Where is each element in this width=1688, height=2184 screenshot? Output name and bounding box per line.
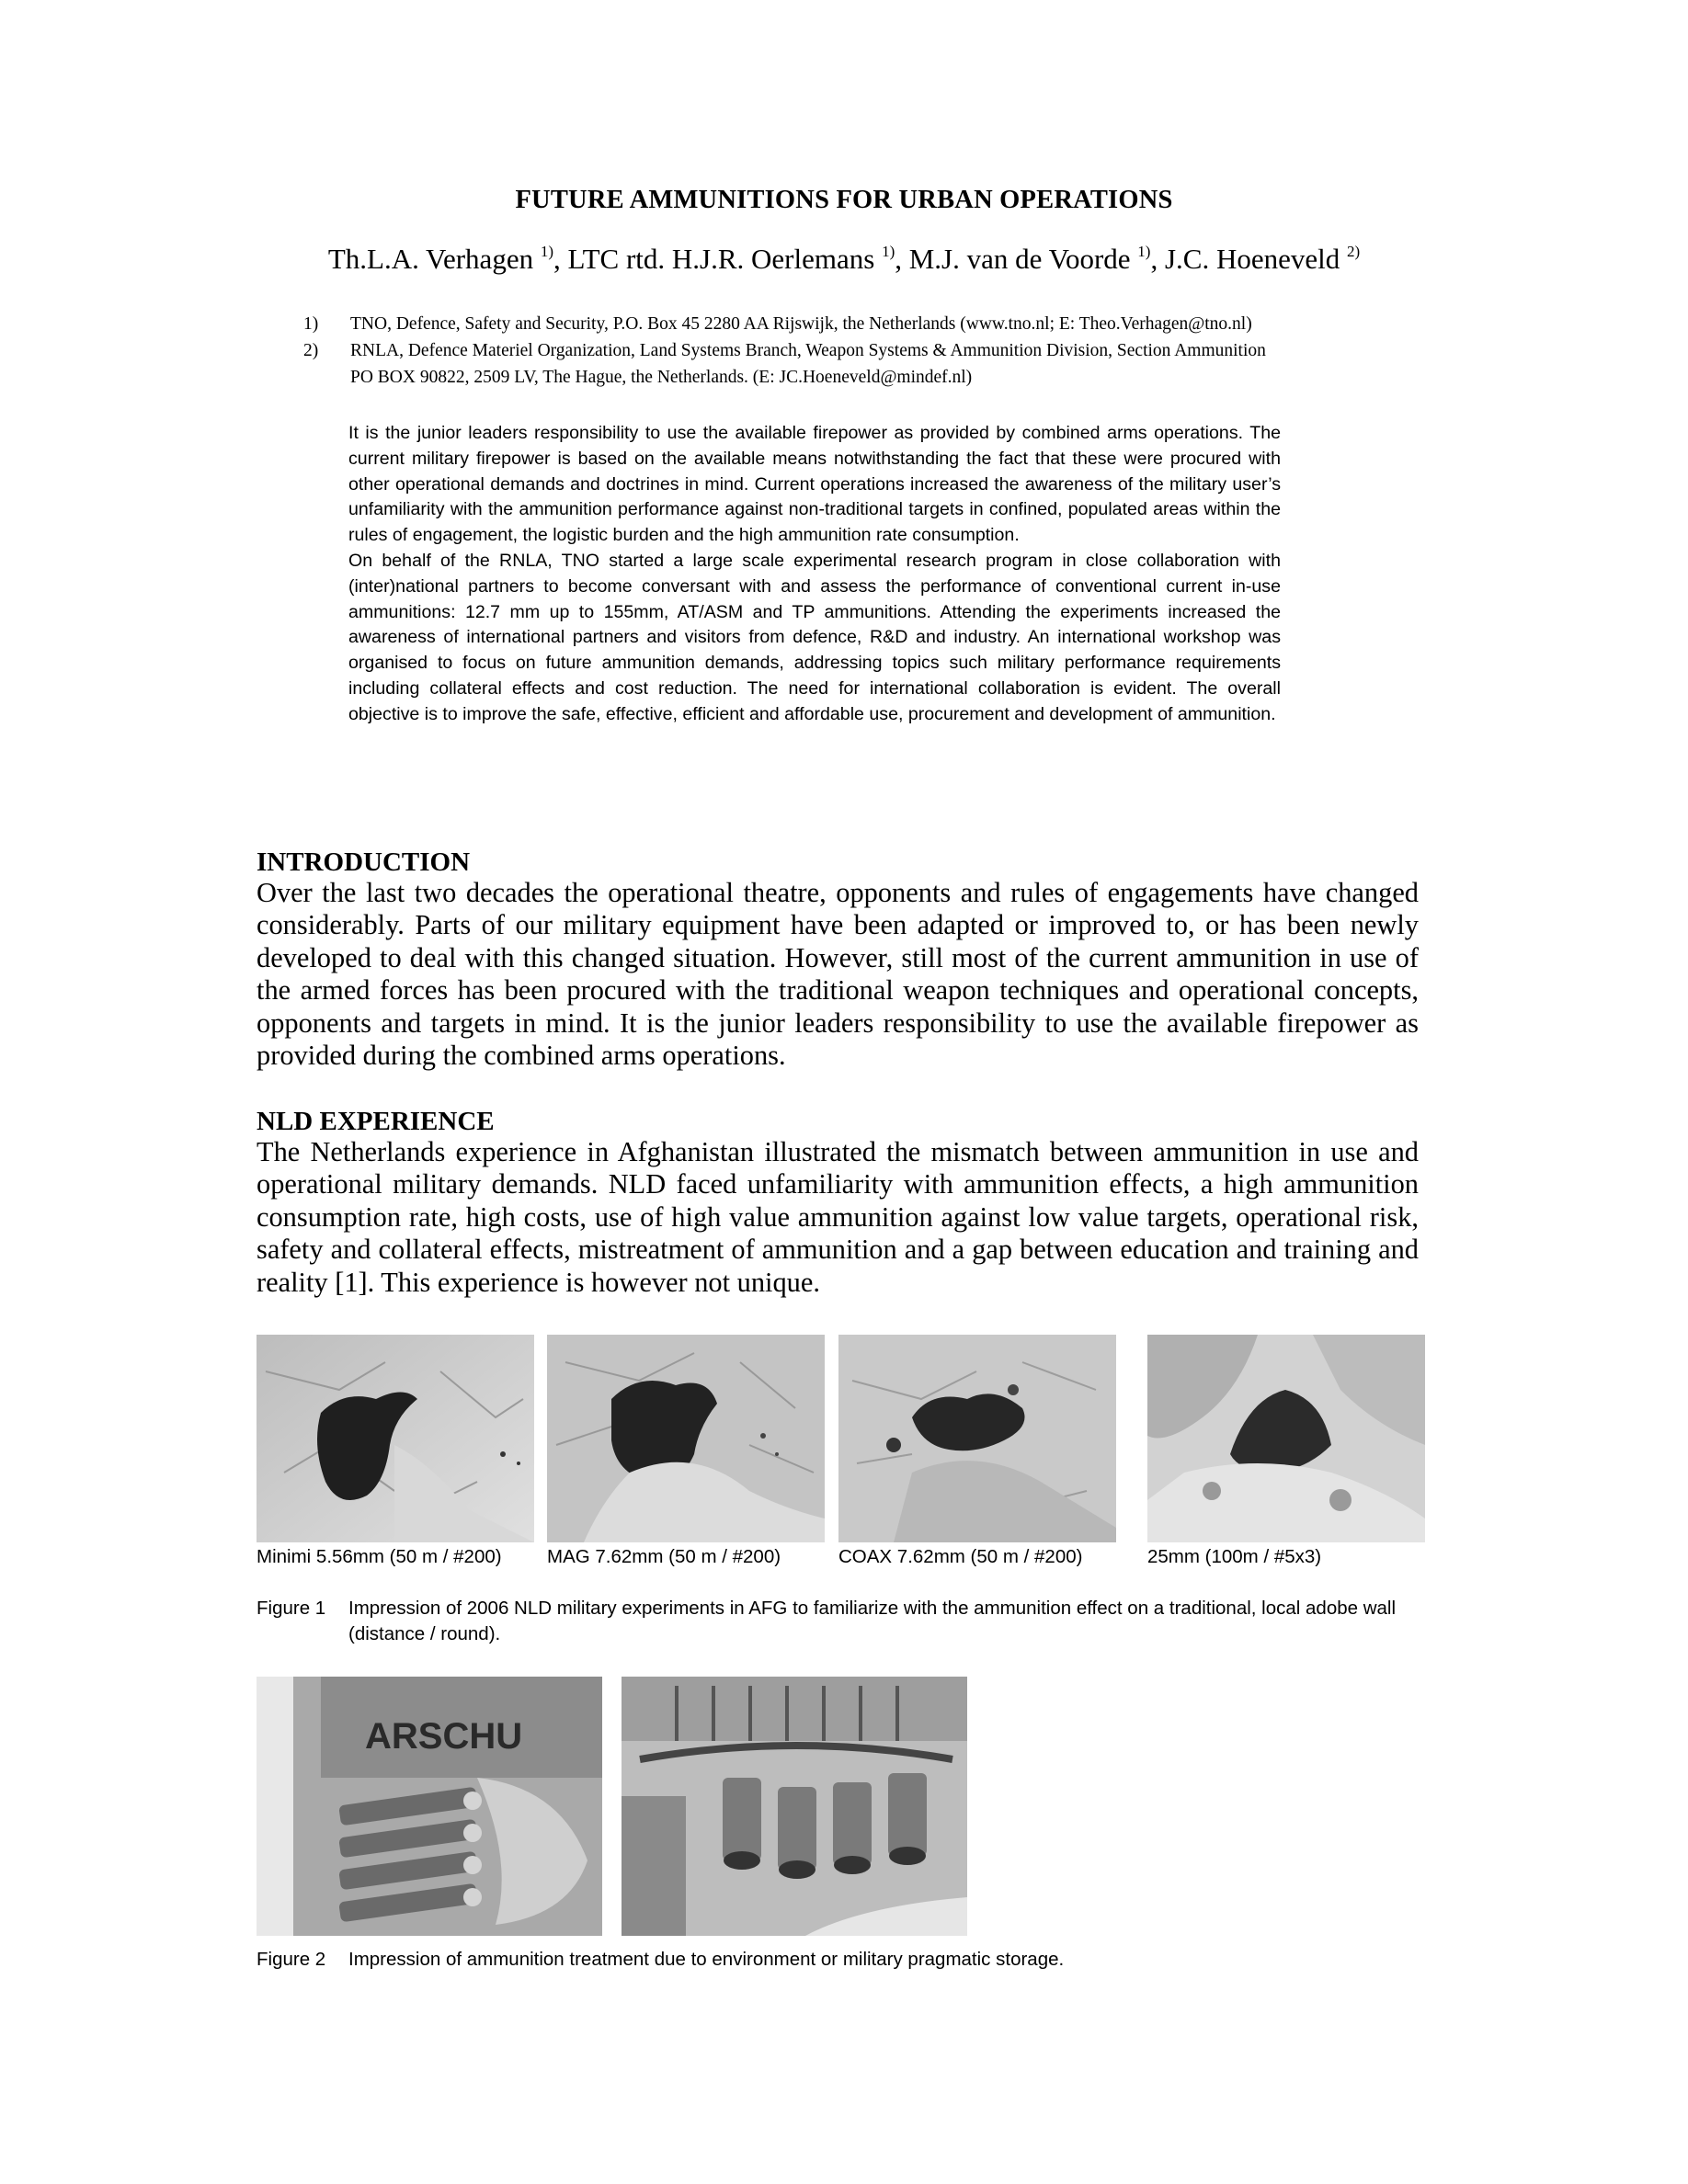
- author-affiliation-mark: 2): [1347, 242, 1361, 260]
- author-affiliation-mark: 1): [1137, 242, 1151, 260]
- author-affiliation-mark: 1): [882, 242, 895, 260]
- author-name: , J.C. Hoeneveld: [1150, 243, 1347, 275]
- author-affiliation-mark: 1): [540, 242, 554, 260]
- photo-caption: Minimi 5.56mm (50 m / #200): [257, 1546, 502, 1567]
- photo-caption: 25mm (100m / #5x3): [1147, 1546, 1322, 1567]
- photo-coax-wall: [838, 1335, 1116, 1542]
- paper-title: FUTURE AMMUNITIONS FOR URBAN OPERATIONS: [515, 186, 1173, 214]
- affiliation-number: 2): [303, 341, 319, 360]
- photo-minimi-wall: [257, 1335, 534, 1542]
- photo-mag-wall: [547, 1335, 825, 1542]
- author-name: , M.J. van de Voorde: [895, 243, 1138, 275]
- figure-caption-text: Impression of ammunition treatment due to environment or military pragmatic storage.: [348, 1949, 1065, 1970]
- affiliation-number: 1): [303, 314, 319, 334]
- author-list: [0, 243, 1688, 276]
- abstract-paragraph: It is the junior leaders responsibility to use the available firepower as provided by combined arms operations. The current military firepower is based on the available means notwithstanding the fact that these were procured with other operational demands and doctrines in mind. Current operations increased the awareness of the military user’s unfamiliarity with the ammunition performance against non-traditional targets in confined, populated areas within the rules of engagement, the logistic burden and the high ammunition rate consumption.: [348, 423, 1281, 546]
- figure-2-caption: [257, 1947, 1452, 1974]
- author-name: , LTC rtd. H.J.R. Oerlemans: [553, 243, 883, 275]
- figure-caption-text: Impression of 2006 NLD military experiments in AFG to familiarize with the ammunition effect on a traditional, local adobe wall (distance / round).: [348, 1598, 1397, 1644]
- affiliation-text: RNLA, Defence Materiel Organization, Land Systems Branch, Weapon Systems & Ammunition Division, Section Ammunition: [350, 341, 1266, 360]
- photo-ammunition-belt: [257, 1677, 602, 1936]
- section-heading-introduction: INTRODUCTION: [257, 847, 471, 877]
- section-body-introduction: Over the last two decades the operational theatre, opponents and rules of engagements have changed considerably. Parts of our military equipment have been adapted or improved to, or has been newly developed to deal with this changed situation. However, still most of the current ammunition in use of the armed forces has been procured with the traditional weapon techniques and operational concepts, opponents and targets in mind. It is the junior leaders responsibility to use the available firepower as provided during the combined arms operations.: [257, 877, 1419, 1072]
- abstract-paragraph: On behalf of the RNLA, TNO started a large scale experimental research program in close collaboration with (inter)national partners to become conversant with and assess the performance of conventional current in-use ammunitions: 12.7 mm up to 155mm, AT/ASM and TP ammunitions. Attending the experiments increased the awareness of international partners and visitors from defence, R&D and industry. An international workshop was organised to focus on future ammunition demands, addressing topics such military performance requirements including collateral effects and cost reduction. The need for international collaboration is evident. The overall objective is to improve the safe, effective, efficient and affordable use, procurement and development of ammunition.: [348, 550, 1281, 724]
- figure-label: Figure 2: [257, 1949, 326, 1970]
- affiliation-text: PO BOX 90822, 2509 LV, The Hague, the Netherlands. (E: JC.Hoeneveld@mindef.nl): [350, 368, 973, 387]
- figure-label: Figure 1: [257, 1598, 326, 1619]
- photo-1-lettering: ARSCHU: [365, 1716, 523, 1757]
- author-name: Th.L.A. Verhagen: [327, 243, 541, 275]
- abstract: [348, 421, 1281, 728]
- photo-caption: COAX 7.62mm (50 m / #200): [838, 1546, 1083, 1567]
- photo-25mm-wall: [1147, 1335, 1425, 1542]
- photo-ammunition-rack: [622, 1677, 967, 1936]
- affiliation-text: TNO, Defence, Safety and Security, P.O. Box 45 2280 AA Rijswijk, the Netherlands (www.tno.nl; E: Theo.Verhagen@tno.nl): [350, 314, 1252, 334]
- section-heading-nld-experience: NLD EXPERIENCE: [257, 1107, 495, 1136]
- section-body-nld-experience: The Netherlands experience in Afghanistan illustrated the mismatch between ammunition in use and operational military demands. NLD faced unfamiliarity with ammunition effects, a high ammunition consumption rate, high costs, use of high value ammunition against low value targets, operational risk, safety and collateral effects, mistreatment of ammunition and a gap between education and training and reality [1]. This experience is however not unique.: [257, 1136, 1419, 1298]
- figure-1-caption: [257, 1596, 1452, 1651]
- photo-caption: MAG 7.62mm (50 m / #200): [547, 1546, 781, 1567]
